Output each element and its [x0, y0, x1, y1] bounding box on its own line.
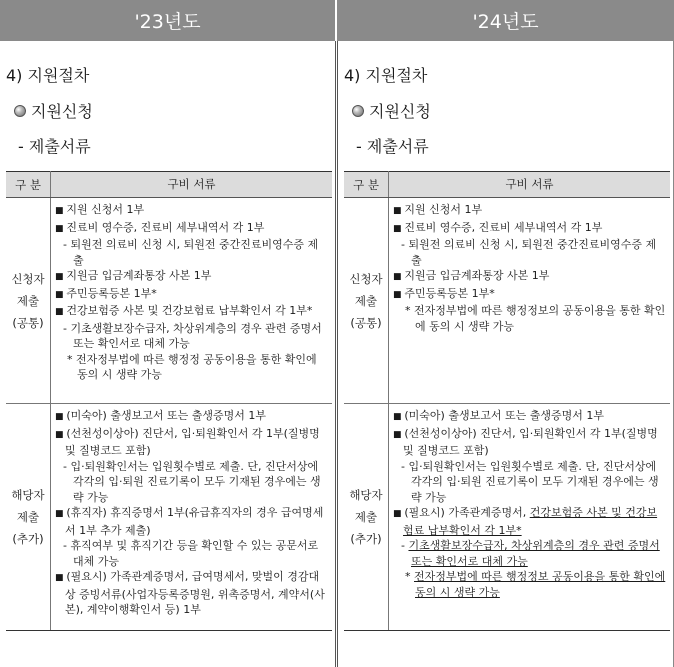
- line-text: 지원 신청서 1부: [404, 203, 483, 216]
- document-line: [55, 202, 328, 220]
- line-text: (미숙아) 출생보고서 또는 출생증명서 1부: [66, 409, 266, 422]
- line-text: - 휴직여부 및 휴직기간 등을 확인할 수 있는 공문서로 대체 가능: [63, 539, 319, 568]
- bullet-label: 지원신청: [369, 102, 431, 121]
- table-row-common: [6, 198, 332, 404]
- line-text: (선천성이상아) 진단서, 입·퇴원확인서 각 1부(질병명 및 질병코드 포함): [403, 426, 658, 457]
- document-line: [393, 303, 666, 334]
- square-bullet-icon: ■: [55, 573, 67, 583]
- label-line: (추가): [350, 532, 382, 546]
- document-line: [393, 426, 666, 459]
- documents-table: [6, 171, 332, 631]
- document-line: [55, 569, 328, 618]
- circle-bullet-icon: [14, 105, 26, 117]
- underlined-text: 전자정부법에 따른 행정정보 공동이용을 통한 확인에 동의 시 생략 가능: [414, 570, 666, 599]
- line-text: (필요시) 가족관계증명서, 급여명세서, 맞벌이 경감대상 증빙서류(사업자등록증명원, 위촉증명서, 계약서(사본), 계약이행확인서 등) 1부: [65, 570, 325, 616]
- line-text: *: [405, 570, 414, 583]
- line-text: 지원 신청서 1부: [66, 203, 145, 216]
- label-line: 제출: [16, 510, 40, 524]
- table-row-common: [344, 198, 670, 404]
- label-line: 신청자: [349, 271, 383, 286]
- row-label: [344, 404, 389, 631]
- label-line: 신청자: [11, 271, 45, 286]
- document-line: [55, 459, 328, 506]
- square-bullet-icon: ■: [55, 307, 67, 317]
- document-line: [393, 237, 666, 268]
- document-line: [55, 538, 328, 569]
- section-title: 4) 지원절차: [6, 66, 90, 85]
- column-2024: [337, 41, 674, 667]
- line-text: (휴직자) 휴직증명서 1부(유급휴직자의 경우 급여명세서 1부 추가 제출): [65, 506, 324, 537]
- row-label: [6, 198, 51, 404]
- table-row-additional: [344, 404, 670, 631]
- document-line: [55, 408, 328, 426]
- bullet-item: [14, 99, 93, 122]
- column-2023: [0, 41, 336, 667]
- column-header-category: 구 분: [344, 172, 389, 198]
- line-text: * 전자정부법에 따른 행정정 공동이용을 통한 확인에 동의 시 생략 가능: [67, 352, 317, 381]
- row-content: [389, 404, 671, 631]
- line-text: 진료비 영수증, 진료비 세부내역서 각 1부: [66, 220, 265, 234]
- column-header-documents: 구비 서류: [51, 172, 333, 198]
- label-line: 해당자: [11, 488, 45, 502]
- line-text: -: [401, 539, 409, 552]
- bullet-label: 지원신청: [31, 102, 93, 121]
- line-text: 주민등록등본 1부*: [66, 286, 157, 300]
- document-line: [393, 220, 666, 238]
- document-line: [393, 505, 666, 538]
- row-label: [6, 404, 51, 631]
- line-text: - 퇴원전 의료비 신청 시, 퇴원전 중간진료비영수증 제출: [401, 238, 657, 267]
- document-line: [55, 426, 328, 459]
- row-content: [51, 198, 333, 404]
- square-bullet-icon: ■: [55, 509, 67, 519]
- document-line: [55, 268, 328, 286]
- document-line: [393, 408, 666, 426]
- row-content: [389, 198, 671, 404]
- bullet-item: [352, 99, 431, 122]
- line-text: 진료비 영수증, 진료비 세부내역서 각 1부: [404, 220, 603, 234]
- subheading: - 제출서류: [18, 137, 91, 156]
- document-line: [55, 352, 328, 383]
- line-text: 주민등록등본 1부*: [404, 286, 495, 300]
- square-bullet-icon: ■: [55, 412, 67, 422]
- label-line: 제출: [354, 510, 378, 524]
- document-line: [55, 505, 328, 538]
- line-text: - 입·퇴원확인서는 입원횟수별로 제출. 단, 진단서상에 각각의 입·퇴원 진료기록이 모두 기재된 경우에는 생략 가능: [401, 459, 659, 504]
- line-text: 지원금 입금계좌통장 사본 1부: [66, 269, 212, 282]
- square-bullet-icon: ■: [393, 272, 405, 282]
- document-line: [55, 286, 328, 304]
- line-text: - 입·퇴원확인서는 입원횟수별로 제출. 단, 진단서상에 각각의 입·퇴원 진료기록이 모두 기재된 경우에는 생략 가능: [63, 459, 321, 504]
- square-bullet-icon: ■: [393, 429, 405, 440]
- label-line: 제출: [16, 293, 40, 308]
- line-text: - 퇴원전 의료비 신청 시, 퇴원전 중간진료비영수증 제출: [63, 238, 319, 267]
- document-line: [55, 321, 328, 352]
- underlined-text: 기초생활보장수급자, 차상위계층의 경우 관련 증명서 또는 확인서로 대체 가능: [408, 539, 660, 568]
- square-bullet-icon: ■: [55, 272, 67, 282]
- document-line: [393, 202, 666, 220]
- label-line: (추가): [12, 532, 44, 546]
- label-line: 해당자: [349, 488, 383, 502]
- line-text: * 전자정부법에 따른 행정정보의 공동이용을 통한 확인에 동의 시 생략 가능: [405, 304, 666, 333]
- line-text: - 기초생활보장수급자, 차상위계층의 경우 관련 증명서 또는 확인서로 대체 가능: [63, 321, 322, 350]
- document-line: [393, 459, 666, 506]
- square-bullet-icon: ■: [393, 509, 405, 519]
- document-line: [55, 237, 328, 268]
- row-label: [344, 198, 389, 404]
- square-bullet-icon: ■: [393, 412, 405, 422]
- document-line: [55, 303, 328, 321]
- column-header-documents: 구비 서류: [389, 172, 671, 198]
- document-line: [393, 286, 666, 304]
- underlined-text: 건강보험증 사본 및 건강보험료 납부확인서 각 1부*: [403, 506, 658, 537]
- line-text: (미숙아) 출생보고서 또는 출생증명서 1부: [404, 409, 604, 422]
- table-row-additional: [6, 404, 332, 631]
- square-bullet-icon: ■: [393, 206, 405, 216]
- document-line: [393, 268, 666, 286]
- square-bullet-icon: ■: [55, 223, 67, 234]
- square-bullet-icon: ■: [55, 206, 67, 216]
- line-text: 건강보험증 사본 및 건강보험료 납부확인서 각 1부*: [66, 304, 313, 317]
- line-text: (선천성이상아) 진단서, 입·퇴원확인서 각 1부(질병명 및 질병코드 포함): [65, 426, 320, 457]
- square-bullet-icon: ■: [55, 289, 67, 300]
- subheading: - 제출서류: [356, 137, 429, 156]
- documents-table: [344, 171, 670, 631]
- header-2023: '23년도: [0, 0, 335, 41]
- document-line: [393, 569, 666, 600]
- row-content: [51, 404, 333, 631]
- label-line: (공통): [350, 315, 382, 330]
- line-text: (필요시) 가족관계증명서,: [404, 506, 530, 519]
- document-line: [393, 538, 666, 569]
- line-text: 지원금 입금계좌통장 사본 1부: [404, 269, 550, 282]
- square-bullet-icon: ■: [393, 223, 405, 234]
- label-line: 제출: [354, 293, 378, 308]
- section-title: 4) 지원절차: [344, 66, 428, 85]
- square-bullet-icon: ■: [55, 429, 67, 440]
- square-bullet-icon: ■: [393, 289, 405, 300]
- document-line: [55, 220, 328, 238]
- circle-bullet-icon: [352, 105, 364, 117]
- header-2024: '24년도: [337, 0, 674, 41]
- label-line: (공통): [12, 315, 44, 330]
- column-header-category: 구 분: [6, 172, 51, 198]
